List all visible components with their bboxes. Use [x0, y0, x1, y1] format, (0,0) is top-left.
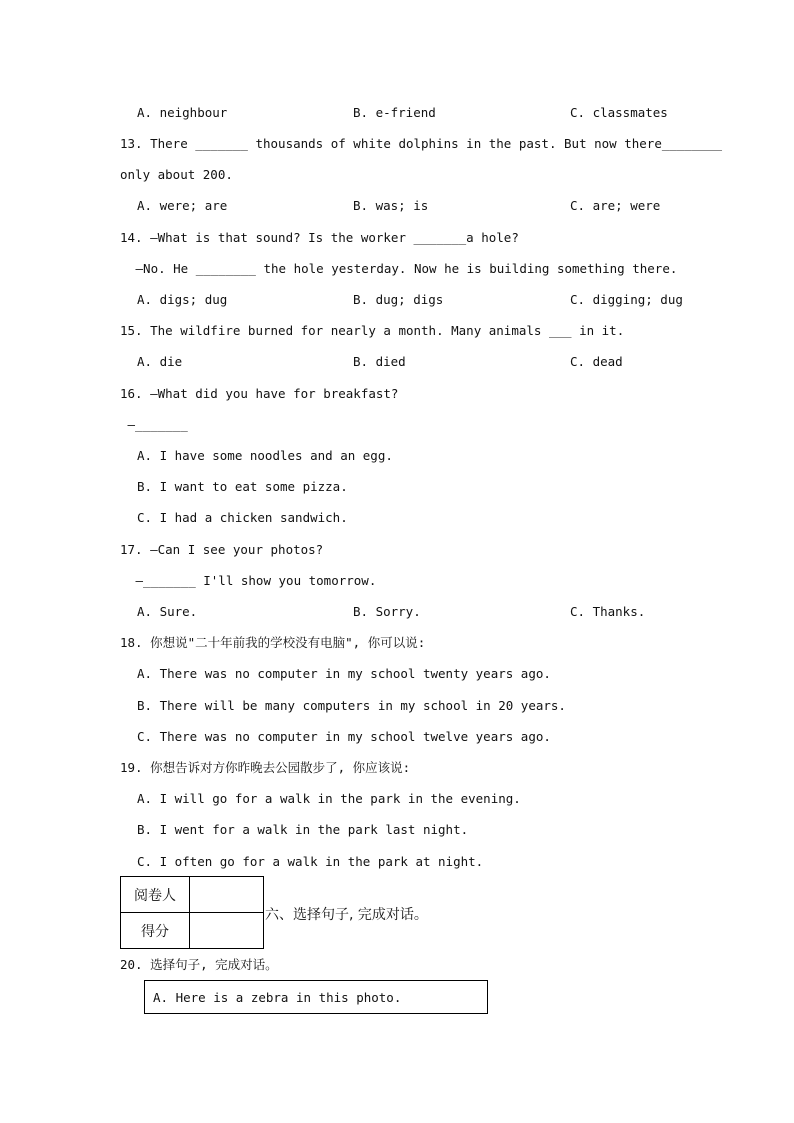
- q16-option-b: B. I want to eat some pizza.: [137, 479, 348, 494]
- q17-option-a: A. Sure.: [137, 604, 198, 619]
- q15-stem: 15. The wildfire burned for nearly a month. Many animals ___ in it.: [120, 323, 625, 338]
- score-cell[interactable]: [190, 913, 264, 949]
- q15-option-c: C. dead: [570, 354, 623, 369]
- q20-option-a: A. Here is a zebra in this photo.: [153, 990, 402, 1005]
- q17-option-c: C. Thanks.: [570, 604, 646, 619]
- section-title: 六、选择句子, 完成对话。: [265, 907, 428, 923]
- q18-option-b: B. There will be many computers in my school in 20 years.: [137, 698, 566, 713]
- q14-option-b: B. dug; digs: [353, 292, 444, 307]
- q13-stem: 13. There _______ thousands of white dolphins in the past. But now there________: [120, 136, 723, 151]
- q13-stem-continued: only about 200.: [120, 167, 233, 182]
- q19-stem: 19. 你想告诉对方你昨晚去公园散步了, 你应该说:: [120, 760, 411, 775]
- q16-response: —_______: [120, 417, 188, 432]
- q12-option-c: C. classmates: [570, 105, 668, 120]
- q17-option-b: B. Sorry.: [353, 604, 421, 619]
- q18-option-c: C. There was no computer in my school twelve years ago.: [137, 729, 551, 744]
- q20-option-box: [144, 980, 488, 1014]
- q19-option-c: C. I often go for a walk in the park at night.: [137, 854, 484, 869]
- reviewer-label: 阅卷人: [121, 877, 190, 913]
- q15-option-a: A. die: [137, 354, 183, 369]
- q14-option-c: C. digging; dug: [570, 292, 683, 307]
- q14-stem: 14. —What is that sound? Is the worker _______a hole?: [120, 230, 519, 245]
- q13-option-a: A. were; are: [137, 198, 228, 213]
- score-table: [120, 876, 264, 949]
- q14-response: —No. He ________ the hole yesterday. Now he is building something there.: [128, 261, 678, 276]
- score-label: 得分: [121, 913, 190, 949]
- q14-option-a: A. digs; dug: [137, 292, 228, 307]
- q12-option-a: A. neighbour: [137, 105, 228, 120]
- q16-stem: 16. —What did you have for breakfast?: [120, 386, 399, 401]
- q19-option-a: A. I will go for a walk in the park in the evening.: [137, 791, 521, 806]
- reviewer-cell[interactable]: [190, 877, 264, 913]
- q13-option-b: B. was; is: [353, 198, 429, 213]
- q15-option-b: B. died: [353, 354, 406, 369]
- q17-response: —_______ I'll show you tomorrow.: [128, 573, 377, 588]
- q18-option-a: A. There was no computer in my school twenty years ago.: [137, 666, 551, 681]
- q17-stem: 17. —Can I see your photos?: [120, 542, 324, 557]
- q16-option-a: A. I have some noodles and an egg.: [137, 448, 393, 463]
- q12-option-b: B. e-friend: [353, 105, 436, 120]
- q20-stem: 20. 选择句子, 完成对话。: [120, 957, 278, 972]
- q16-option-c: C. I had a chicken sandwich.: [137, 510, 348, 525]
- q13-option-c: C. are; were: [570, 198, 661, 213]
- q19-option-b: B. I went for a walk in the park last night.: [137, 822, 469, 837]
- q18-stem: 18. 你想说"二十年前我的学校没有电脑", 你可以说:: [120, 635, 426, 650]
